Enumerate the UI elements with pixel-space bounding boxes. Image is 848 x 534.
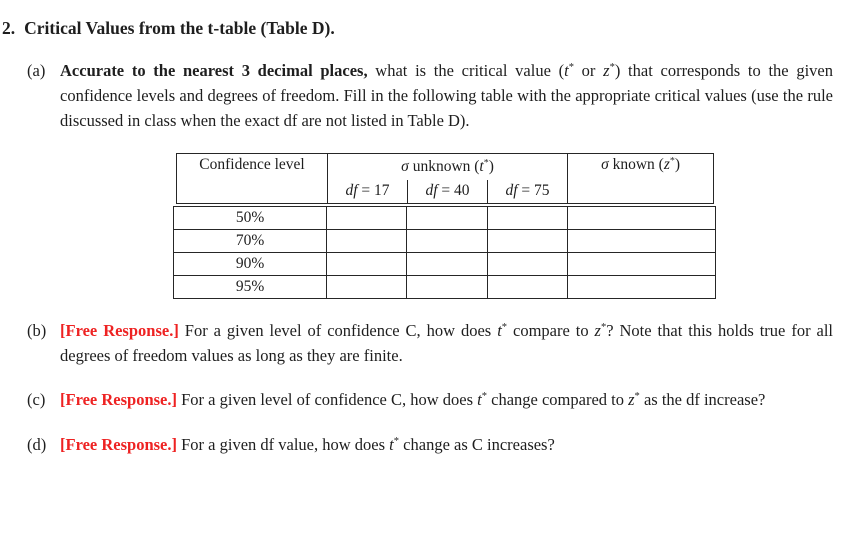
text-segment: or [573,61,604,80]
table-row [174,207,716,230]
item-b-text [60,318,833,368]
item-b [27,318,833,368]
table-row [174,253,716,276]
text-segment: t [497,321,502,340]
text-segment: For a given level of confidence C, how does [178,321,498,340]
item-a [27,58,833,133]
text-segment: t [389,435,394,454]
answer-cell [327,230,407,253]
text-segment: z [594,321,601,340]
text-segment: [Free Response.] [60,321,179,340]
table-body [173,206,716,299]
header-df-40 [408,180,488,204]
text-segment: σ [601,156,609,173]
row-label-50: 50% [174,207,327,230]
text-segment: * [600,322,607,334]
problem-number: 2. [2,18,16,38]
text-segment: change compared to [487,390,629,409]
text-segment: * [483,157,489,169]
text-segment: * [609,62,615,74]
text-segment: t [564,61,569,80]
item-c-text [60,387,833,412]
text-segment: [Free Response.] [60,435,177,454]
text-segment: * [634,391,640,403]
text-segment: z [628,390,635,409]
text-segment: compare to [507,321,595,340]
answer-cell [407,207,487,230]
answer-cell [567,207,715,230]
text-segment: t [477,390,482,409]
text-segment: df [345,182,358,200]
answer-cell [567,230,715,253]
answer-cell [407,276,487,299]
text-segment: df [505,182,518,200]
text-segment: Accurate to the nearest 3 decimal places, [60,61,368,80]
item-a-label: (a) [27,61,46,80]
text-segment: = 40 [437,182,470,200]
text-segment: = 75 [517,182,550,200]
answer-cell [327,207,407,230]
problem-heading [2,17,833,39]
critical-values-table [173,153,716,299]
item-c [27,387,833,412]
item-b-label: (b) [27,321,47,340]
answer-cell [567,276,715,299]
header-sigma-known [568,154,714,204]
text-segment: * [393,436,400,448]
text-segment: * [568,62,574,74]
answer-cell [327,276,407,299]
answer-cell [487,276,567,299]
text-segment: For a given level of confidence C, how does [177,390,478,409]
header-confidence-level: Confidence level [177,154,328,204]
text-segment: * [501,322,508,334]
text-segment: ? Note that this holds true for all degrees of freedom values as long as they are finite. [60,321,833,365]
text-segment: df [425,182,438,200]
item-d-text [60,432,833,457]
header-df-75 [488,180,568,204]
text-segment: unknown ( [408,157,480,175]
table-row [174,230,716,253]
row-label-95: 95% [174,276,327,299]
text-segment: [Free Response.] [60,390,177,409]
row-label-70: 70% [174,230,327,253]
text-segment: * [481,391,488,403]
answer-cell [487,253,567,276]
header-sigma-unknown [328,154,568,180]
answer-cell [487,230,567,253]
header-df-17 [328,180,408,204]
answer-cell [407,230,487,253]
text-segment: ) [488,157,494,175]
item-d-label: (d) [27,435,47,454]
item-a-text [60,58,833,133]
text-segment: ) that corresponds to the given confidence levels and degrees of freedom. Fill in the following table with the appropriate critical values (use the rule discussed in class when the exact df are not listed in Table D). [60,61,833,130]
table-header [176,153,714,204]
text-segment: z [603,61,610,80]
text-segment: change as C increases? [399,435,555,454]
text-segment: * [669,155,675,167]
item-d [27,432,833,457]
text-segment: σ [401,157,409,175]
text-segment: ) [674,156,680,173]
answer-cell [327,253,407,276]
answer-cell [407,253,487,276]
table-row [174,276,716,299]
text-segment: as the df increase? [639,390,766,409]
text-segment: z [663,156,670,173]
problem-title: Critical Values from the t-table (Table D). [24,18,335,38]
text-segment: For a given df value, how does [177,435,390,454]
text-segment: what is the critical value ( [367,61,565,80]
answer-cell [487,207,567,230]
answer-cell [567,253,715,276]
text-segment: known ( [608,156,664,173]
item-c-label: (c) [27,390,46,409]
row-label-90: 90% [174,253,327,276]
text-segment: = 17 [357,182,390,200]
text-segment: t [479,157,484,175]
